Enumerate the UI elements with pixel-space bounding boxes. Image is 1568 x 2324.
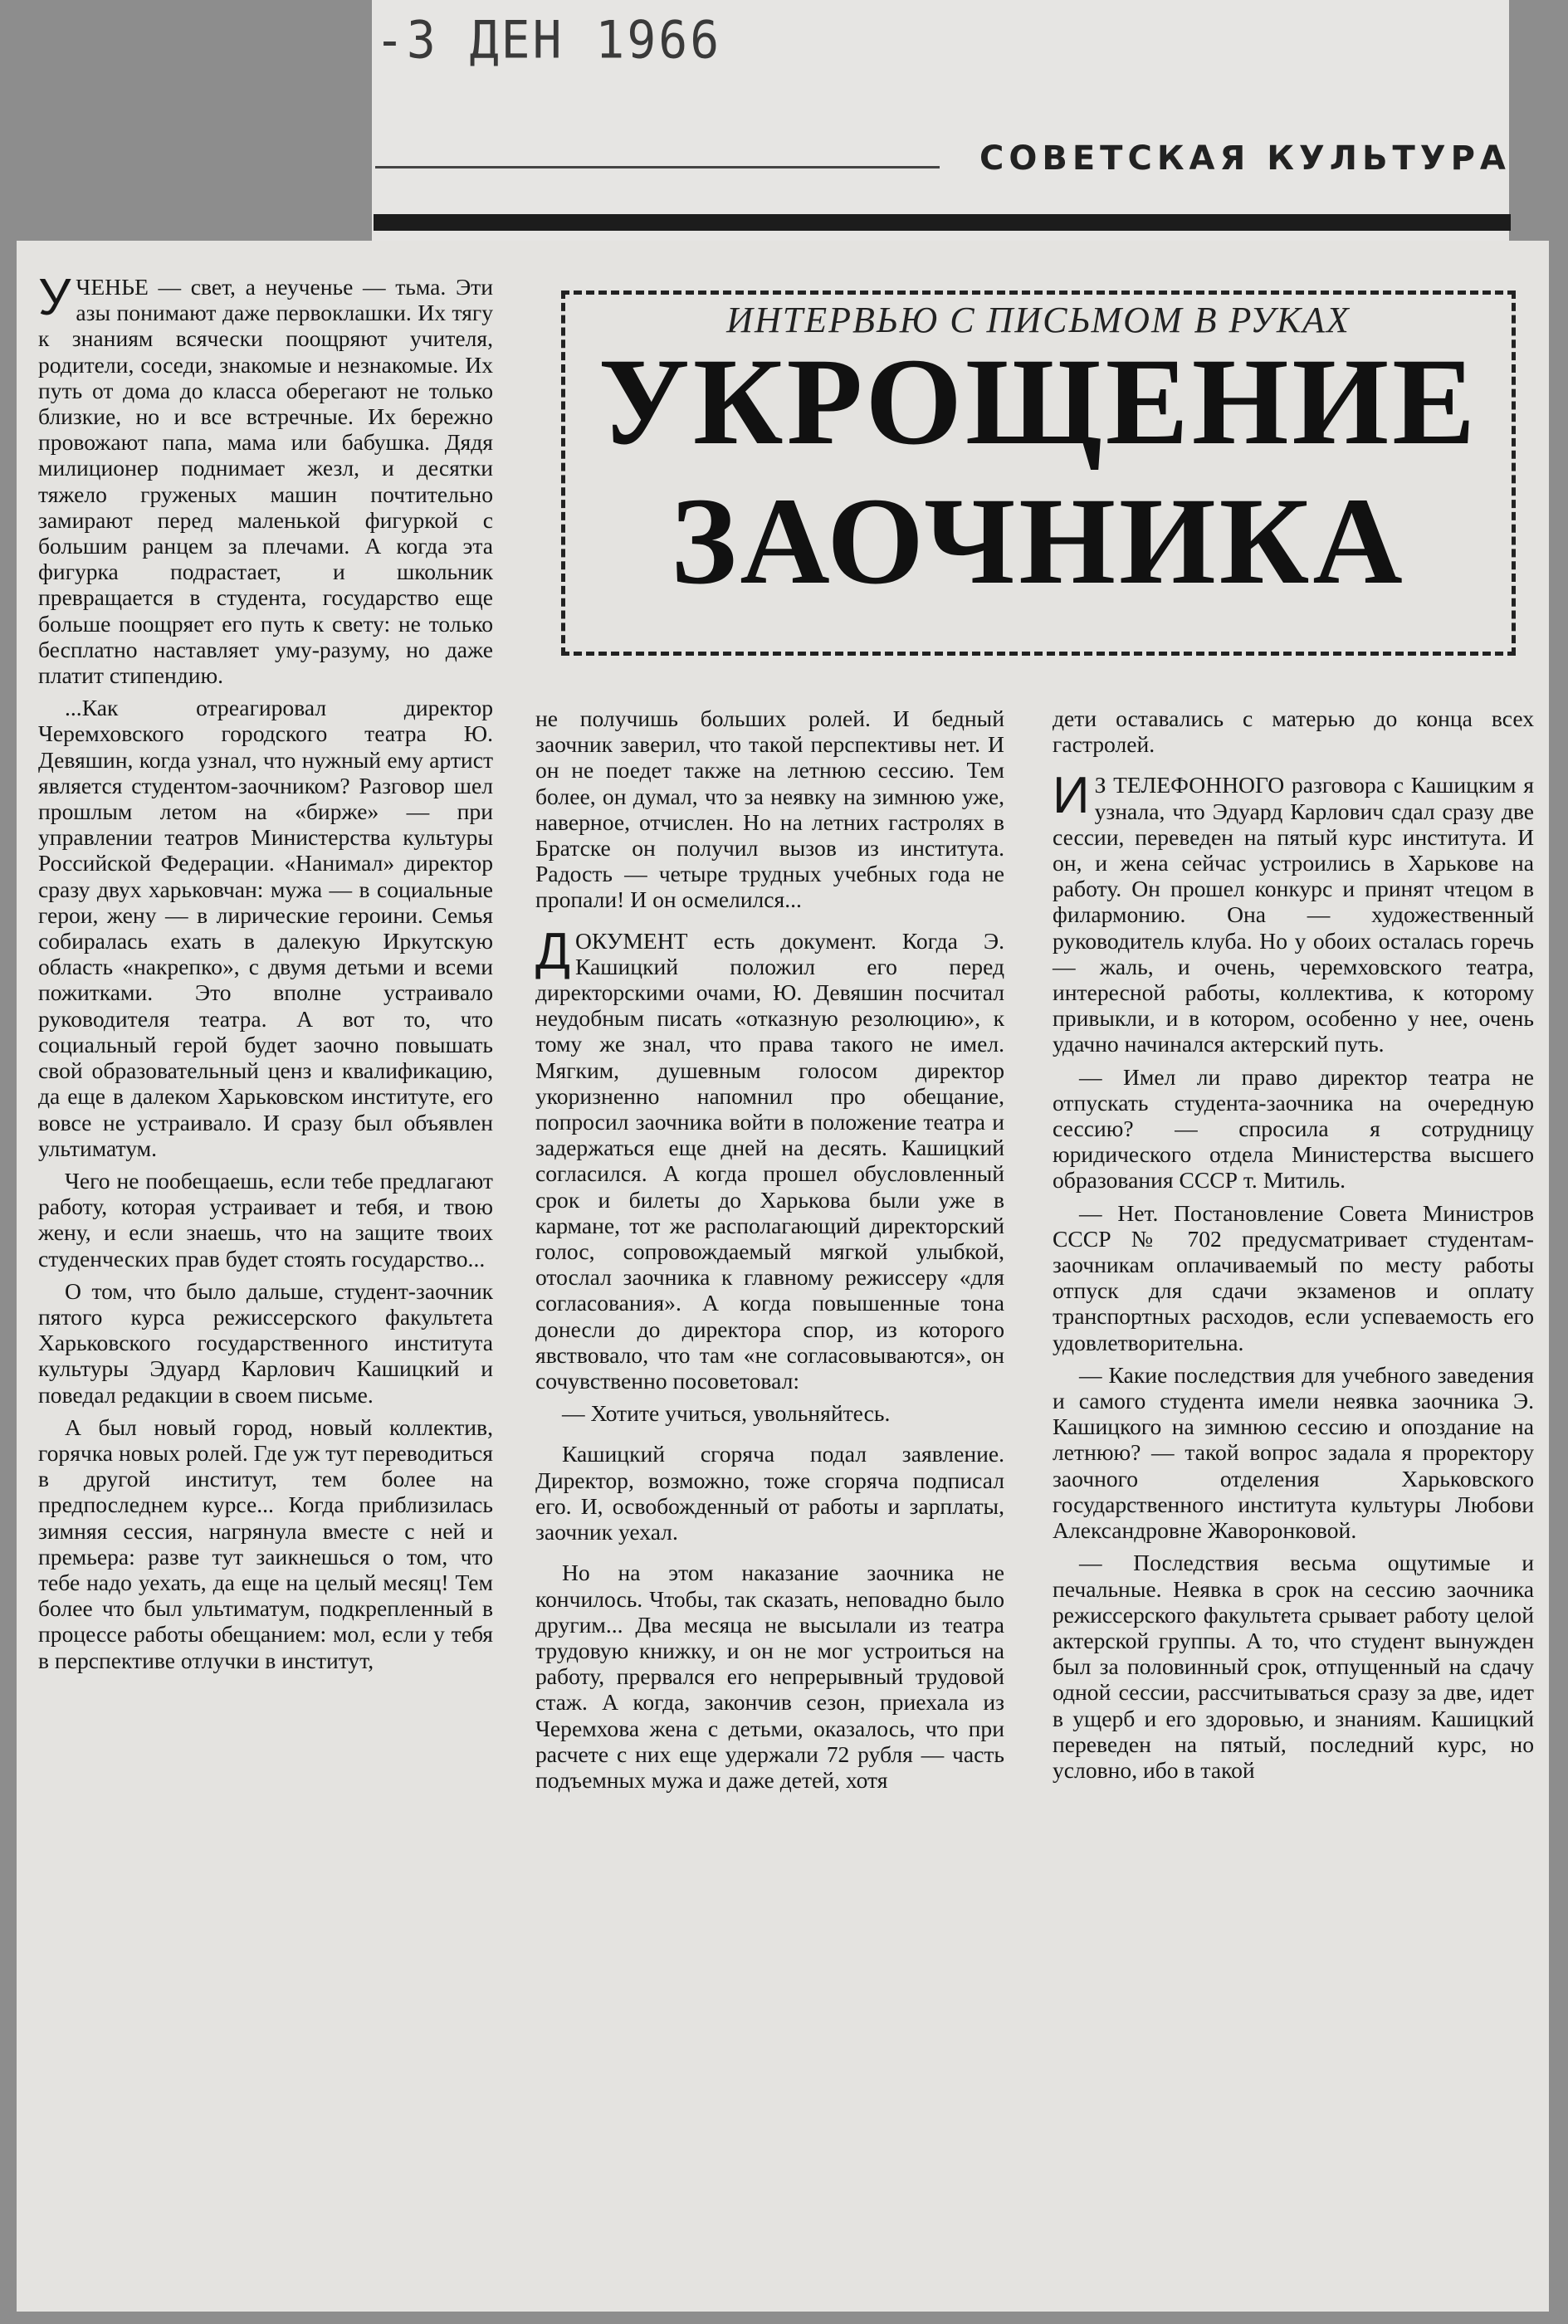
article-headline: УКРОЩЕНИЕ ЗАОЧНИКА: [598, 333, 1479, 610]
header-heavy-rule: [374, 214, 1511, 231]
paragraph: — Последствия весьма ощутимые и печальные. Неявка в срок на сессию заочника режиссерского факультета срывает работу целой актерской группы. А то, что студент вынужден был за половинный срок, отпущенный на сдачу одной сессии, рассчитываться сразу за две, идет в ущерб и его здоровью, и знаниям. Кашицкий переведен на пятый, последний курс, но условно, ибо в такой: [1053, 1550, 1534, 1783]
drop-cap: И: [1053, 767, 1090, 825]
paragraph: не получишь больших ролей. И бедный заочник заверил, что такой перспективы нет. И он не поедет также на летнюю сессию. Тем более, он думал, что за неявку на зимнюю уже, наверное, отчислен. Но на летних гастролях в Братске он получил вызов из института. Радость — четыре трудных учебных года не пропали! И он осмелился...: [535, 706, 1004, 913]
paragraph: дети оставались с матерью до конца всех гастролей.: [1053, 706, 1534, 758]
drop-cap: У: [38, 269, 71, 326]
paragraph: — Имел ли право директор театра не отпускать студента-заочника на очередную сессию? — спросила я сотрудницу юридического отдела Министерства высшего образования СССР т. Митиль.: [1053, 1063, 1534, 1194]
paragraph: Чего не пообещаешь, если тебе предлагают работу, которая устраивает и тебя, и твою жену, и если знаешь, что на защите твоих студенческих прав будет стоять государство...: [38, 1167, 493, 1272]
paragraph: УЧЕНЬЕ — свет, а неученье — тьма. Эти азы понимают даже первоклашки. Их тягу к знаниям всячески поощряют учителя, родители, соседи, знакомые и незнакомые. Их путь от дома до класса оберегают не только близкие, но и все встречные. Их бережно провожают папа, мама или бабушка. Дядя милиционер поднимает жезл, и десятки тяжело груженых машин почтительно замирают перед маленькой фигуркой с большим ранцем за плечами. А когда эта фигурка подрастает, и школьник превращается в студента, государство еще больше поощряет его путь к свету: не только бесплатно наставляет уму-разуму, но даже платит стипендию.: [38, 269, 493, 689]
column-1: [38, 269, 493, 1680]
paragraph: И З ТЕЛЕФОННОГО разговора с Кашицким я узнала, что Эдуард Карлович сдал сразу две сессии, переведен на пятый курс института. И он, и жена сейчас устроились в Харькове на работу. Он прошел конкурс и принят чтецом в филармонию. Она — художественный руководитель клуба. Но у обоих осталась горечь — жаль, и очень, черемховского театра, интересной работы, коллектива, к которому привыкли, и в котором, особенно у нее, очень удачно начинался актерский путь.: [1053, 767, 1534, 1057]
date-stamp: -3 ДЕН 1966: [375, 9, 722, 71]
paragraph: — Хотите учиться, увольняйтесь.: [562, 1400, 891, 1427]
drop-cap: Д: [535, 922, 570, 980]
rubric-kicker: ИНТЕРВЬЮ С ПИСЬМОМ В РУКАХ: [726, 300, 1351, 340]
paragraph: Кашицкий сгоряча подал заявление. Директор, возможно, тоже сгоряча подписал его. И, освобожденный от работы и зарплаты, заочник уехал.: [535, 1441, 1004, 1545]
paragraph: — Нет. Постановление Совета Министров СССР № 702 предусматривает студентам-заочникам оплачиваемый по месту работы отпуск для сдачи экзаменов и оплату транспортных расходов, если успеваемость его удовлетворительна.: [1053, 1199, 1534, 1355]
paragraph: О том, что было дальше, студент-заочник пятого курса режиссерского факультета Харьковского государственного института культуры Эдуард Карлович Кашицкий и поведал редакции в своем письме.: [38, 1277, 493, 1408]
paragraph: — Какие последствия для учебного заведения и самого студента имели неявка заочника Э. Кашицкого на зимнюю сессию и опоздание на летнюю? — такой вопрос задала я проректору заочного отделения Харьковского государственного института культуры Любови Александровне Жаворонковой.: [1053, 1361, 1534, 1544]
header-rule: [375, 166, 940, 168]
newspaper-name: СОВЕТСКАЯ КУЛЬТУРА: [979, 139, 1511, 178]
column-3: [1053, 706, 1534, 1789]
column-2: [535, 706, 1004, 1799]
paragraph: ДОКУМЕНТ есть документ. Когда Э. Кашицкий положил его перед директорскими очами, Ю. Девяшин посчитал неудобным писать «отказную резолюцию», к тому же знал, что права такого не имел. Мягким, душевным голосом директор укоризненно напомнил про обещание, попросил заочника войти в положение театра и задержаться еще дней на десять. Кашицкий согласился. А когда прошел обусловленный срок и билеты до Харькова были уже в кармане, тот же располагающий директорский голос, сопровождаемый мягкой улыбкой, отослал заочника к главному режиссеру «для согласования». А когда повышенные тона донесли до директора спор, из которого явствовало, что там «не согласовываются», он сочувственно посоветовал:: [535, 922, 1004, 1394]
paragraph: А был новый город, новый коллектив, горячка новых ролей. Где уж тут переводиться в другой институт, тем более на предпоследнем курсе... Когда приблизилась зимняя сессия, нагрянула вместе с ней и премьера: разве тут заикнешься о том, что тебе надо уехать, да еще на целый месяц! Тем более что был ультиматум, подкрепленный в процессе работы обещанием: мол, если у тебя в перспективе отлучки в институт,: [38, 1413, 493, 1673]
paragraph: ...Как отреагировал директор Черемховского городского театра Ю. Девяшин, когда узнал, что нужный ему артист является студентом-заочником? Разговор шел прошлым летом на «бирже» — при управлении театров Министерства культуры Российской Федерации. «Нанимал» директор сразу двух харьковчан: мужа — в социальные герои, жену — в лирические героини. Семья собиралась ехать в далекую Иркутскую область «накрепко», с двумя детьми и всеми пожитками. Это вполне устраивало руководителя театра. А вот то, что социальный герой будет заочно повышать свой образовательный ценз и квалификацию, да еще в далеком Харьковском институте, его вовсе не устраивало. И сразу был объявлен ультиматум.: [38, 695, 493, 1161]
paragraph: Но на этом наказание заочника не кончилось. Чтобы, так сказать, неповадно было другим... Два месяца не высылали из театра трудовую книжку, и он не мог устроиться на работу, прервался его непрерывный трудовой стаж. А когда, закончив сезон, приехала из Черемхова жена с детьми, оказалось, что при расчете с них еще удержали 72 рубля — часть подъемных мужа и даже детей, хотя: [535, 1560, 1004, 1793]
